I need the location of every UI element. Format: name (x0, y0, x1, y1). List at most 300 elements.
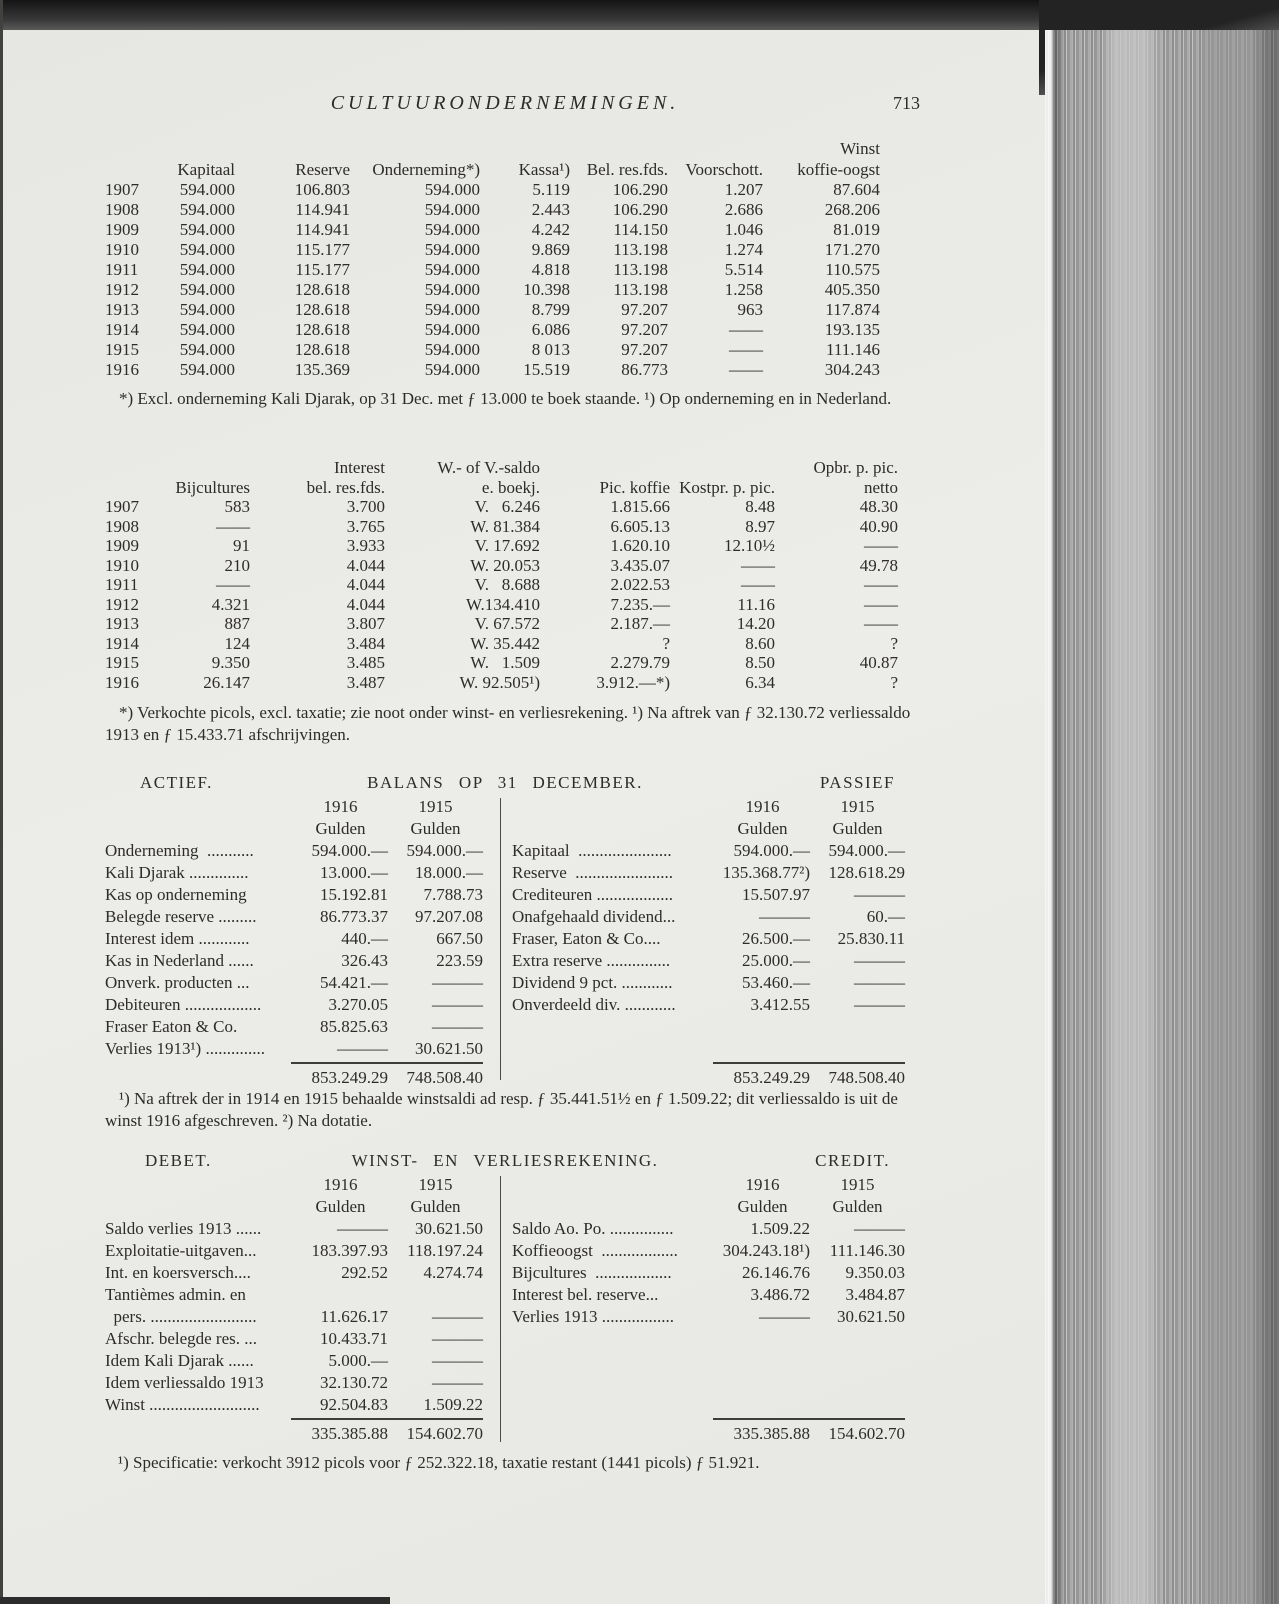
table-cell: netto (864, 477, 898, 497)
table-cell: 30.621.50 (837, 1307, 905, 1326)
table-row (512, 840, 905, 862)
table-cell: 7.788.73 (423, 885, 483, 904)
table-cell: —— (741, 555, 775, 575)
table-row (105, 160, 880, 180)
actief-unit-row (105, 818, 483, 840)
table-cell: Idem Kali Djarak ...... (105, 1351, 254, 1370)
unit-label: Gulden (737, 1197, 788, 1216)
table-cell: 1909 (105, 536, 139, 555)
table-cell: 1916 (105, 672, 139, 692)
table-row (105, 240, 880, 260)
debet-total-1915: 154.602.70 (406, 1424, 483, 1443)
table-cell: 594.000 (424, 280, 480, 299)
table-cell: Bel. res.fds. (586, 160, 668, 179)
table-cell: 1911 (105, 575, 139, 594)
profit-loss-statement (105, 1150, 905, 1450)
table-cell: 594.000 (179, 200, 235, 219)
table-cell: 1910 (105, 240, 139, 259)
actief-rows (105, 840, 483, 1060)
table-cell: 887 (224, 614, 250, 633)
table-cell: —— (216, 575, 250, 594)
table-cell (155, 458, 250, 478)
table-cell: Fraser Eaton & Co. (105, 1017, 238, 1036)
table-cell: 13.000.— (320, 863, 388, 882)
table-cell: 81.019 (833, 220, 880, 239)
table-cell: 8 013 (531, 340, 570, 359)
table-cell: 11.626.17 (320, 1307, 388, 1326)
table-cell: 26.500.— (742, 929, 810, 948)
table-cell: 3.270.05 (328, 995, 388, 1014)
total-rule (713, 1062, 905, 1064)
table-cell: W. 35.442 (470, 633, 540, 653)
table-cell: 97.207 (621, 320, 668, 339)
table-cell: 30.621.50 (415, 1219, 483, 1238)
table-cell: 3.435.07 (610, 555, 670, 575)
table-cell: 4.818 (531, 260, 570, 279)
table-cell: ? (890, 633, 898, 653)
table-cell: 128.618 (294, 300, 350, 319)
actief-title: ACTIEF. (140, 773, 213, 792)
passief-title: PASSIEF (819, 773, 895, 792)
footnote-profit-loss: ¹) Specificatie: verkocht 3912 picols voor ƒ 252.322.18, taxatie restant (1441 picols) ƒ 51.921. (118, 1453, 760, 1472)
table-cell: 6.605.13 (610, 516, 670, 536)
table-cell: 171.270 (824, 240, 880, 259)
total-rule (291, 1062, 483, 1064)
table-cell: V. 67.572 (474, 614, 540, 633)
table-cell: 2.686 (724, 200, 763, 219)
passief-totals (512, 1062, 905, 1089)
table-cell: Kostpr. p. pic. (679, 477, 775, 497)
table-row (512, 950, 905, 972)
table-cell: Kassa¹) (518, 160, 570, 179)
table-row (105, 862, 483, 884)
passief-column (512, 796, 905, 1016)
table-cell (388, 1284, 483, 1306)
table-cell: 3.485 (346, 653, 385, 672)
table-row (105, 928, 483, 950)
profit-loss-title: WINST- EN VERLIESREKENING. (351, 1151, 659, 1170)
footnote-balance: ¹) Na aftrek der in 1914 en 1915 behaalde winstsaldi ad resp. ƒ 35.441.51½ en ƒ 1.509.22; dit verliessaldo is uit de winst 1916 afgeschreven. ²) Na dotatie. (105, 1089, 898, 1130)
table-cell: —— (864, 536, 898, 555)
table-cell: 1914 (105, 320, 139, 339)
table-cell: 1914 (105, 633, 139, 653)
credit-total-1916: 335.385.88 (733, 1424, 810, 1443)
table-cell (105, 160, 155, 180)
table-cell: 1907 (105, 180, 139, 199)
table-cell: 3.484.87 (845, 1285, 905, 1304)
table-row (105, 653, 898, 673)
table-cell: 111.146.30 (829, 1241, 905, 1260)
table-cell: Int. en koersversch.... (105, 1263, 251, 1282)
table-row (105, 180, 880, 200)
results-table-header (105, 458, 898, 497)
table-cell: ——— (854, 973, 905, 992)
table-cell: 115.177 (295, 260, 350, 279)
table-row (105, 280, 880, 300)
table-row (105, 1306, 483, 1328)
table-cell: 1912 (105, 594, 139, 614)
table-cell: 32.130.72 (320, 1373, 388, 1392)
table-cell: 1913 (105, 300, 139, 319)
table-cell: Exploitatie-uitgaven... (105, 1241, 257, 1260)
table-row (105, 220, 880, 240)
table-cell: 60.— (866, 907, 905, 926)
table-cell: 26.147 (203, 672, 250, 692)
table-cell: ——— (337, 1039, 388, 1058)
table-cell: 113.198 (613, 280, 668, 299)
table-cell: 40.90 (859, 516, 898, 536)
table-cell: ——— (432, 1329, 483, 1348)
table-cell: 594.000 (424, 260, 480, 279)
table-cell: 3.700 (346, 497, 385, 516)
table-cell: 440.— (341, 929, 388, 948)
table-cell: koffie-oogst (797, 160, 880, 179)
table-cell: 1916 (105, 360, 139, 379)
table-cell: 1909 (105, 220, 139, 239)
table-row (105, 1240, 483, 1262)
table-cell: 3.765 (346, 516, 385, 536)
table-cell: 1908 (105, 516, 139, 536)
unit-label: Gulden (832, 819, 883, 838)
table-cell: 594.000 (179, 340, 235, 359)
table-cell: 594.000.— (828, 841, 905, 860)
table-cell: 6.086 (531, 320, 570, 339)
table-cell: 4.044 (346, 575, 385, 594)
table-row (105, 1284, 483, 1306)
table-cell: Bijcultures .................. (512, 1263, 672, 1282)
credit-column (512, 1174, 905, 1328)
scan-bottom-edge (0, 1597, 390, 1604)
running-title: CULTUURONDERNEMINGEN. (330, 92, 680, 114)
table-cell: 594.000.— (733, 841, 810, 860)
table-cell: 15.519 (523, 360, 570, 379)
table-cell: 30.621.50 (415, 1039, 483, 1058)
table-cell: 292.52 (341, 1263, 388, 1282)
table-cell: 3.412.55 (750, 995, 810, 1014)
total-rule (713, 1418, 905, 1420)
table-cell: 9.350 (211, 653, 250, 672)
table-cell: 9.869 (531, 240, 570, 259)
table-cell: Onverk. producten ... (105, 973, 250, 992)
table-cell: 6.34 (745, 672, 775, 692)
table-cell: Afschr. belegde res. ... (105, 1329, 258, 1348)
table-row (105, 300, 880, 320)
passief-total-1915: 748.508.40 (828, 1068, 905, 1087)
table-cell: 15.192.81 (320, 885, 388, 904)
table-cell: 183.397.93 (311, 1241, 388, 1260)
table-cell: 594.000 (179, 260, 235, 279)
table-cell: 15.507.97 (742, 885, 810, 904)
table-cell: ——— (337, 1219, 388, 1238)
debet-unit-row (105, 1196, 483, 1218)
table-row (105, 994, 483, 1016)
table-cell: ——— (432, 995, 483, 1014)
table-cell: —— (216, 516, 250, 536)
table-cell: 49.78 (859, 555, 898, 575)
table-row (105, 595, 898, 615)
credit-years-row (512, 1174, 905, 1196)
table-cell: 97.207.08 (415, 907, 483, 926)
table-cell: 1.258 (724, 280, 763, 299)
profit-loss-divider (500, 1176, 501, 1442)
table-cell: 2.443 (531, 200, 570, 219)
year-1915-label: 1915 (840, 1175, 875, 1194)
credit-rows (512, 1218, 905, 1328)
table-cell: Saldo verlies 1913 ...... (105, 1219, 262, 1238)
table-cell: Onderneming*) (372, 160, 480, 179)
table-row (512, 1218, 905, 1240)
balance-sheet (105, 772, 905, 1112)
table-cell: 85.825.63 (320, 1017, 388, 1036)
table-cell: Verlies 1913¹) .............. (105, 1039, 265, 1058)
table-cell: 1913 (105, 614, 139, 633)
year-1916-label: 1916 (745, 1175, 780, 1194)
table-cell: 40.87 (859, 653, 898, 672)
table-row (512, 1284, 905, 1306)
table-cell: 9.350.03 (845, 1263, 905, 1282)
table-row (512, 972, 905, 994)
table-cell: 268.206 (824, 200, 880, 219)
table-cell: 113.198 (613, 240, 668, 259)
table-cell: 1.815.66 (610, 497, 670, 516)
table-cell: 114.150 (613, 220, 668, 239)
table-row (105, 950, 483, 972)
table-row (105, 840, 483, 862)
table-cell: Winst .......................... (105, 1395, 260, 1414)
table-cell: Fraser, Eaton & Co.... (512, 929, 661, 948)
year-1916-label: 1916 (745, 797, 780, 816)
table-cell: 2.187.— (610, 614, 670, 633)
table-cell: 1908 (105, 200, 139, 219)
table-cell: 594.000 (424, 200, 480, 219)
table-cell: 4.044 (346, 594, 385, 614)
table-cell: —— (729, 320, 763, 339)
table-cell: 117.874 (825, 300, 880, 319)
table-row (105, 1328, 483, 1350)
table-cell: 12.10½ (724, 536, 775, 555)
table-cell: 10.398 (523, 280, 570, 299)
table-row (105, 556, 898, 576)
table-cell: 92.504.83 (320, 1395, 388, 1414)
table-cell: 594.000 (424, 300, 480, 319)
table-cell: 128.618 (294, 280, 350, 299)
table-cell: Kapitaal ...................... (512, 841, 672, 860)
table-cell: W. 92.505¹) (459, 672, 540, 692)
table-cell: 1915 (105, 653, 139, 672)
table-cell: 91 (233, 536, 250, 555)
year-1915-label: 1915 (840, 797, 875, 816)
table-cell: 4.242 (531, 220, 570, 239)
table-cell: 86.773 (621, 360, 668, 379)
table-row (105, 614, 898, 634)
table-cell: 594.000 (179, 220, 235, 239)
table-cell: 25.830.11 (837, 929, 905, 948)
table-row (105, 1350, 483, 1372)
table-cell: 86.773.37 (320, 907, 388, 926)
table-cell (105, 478, 155, 498)
capital-reserve-table (105, 138, 880, 380)
table-cell: 1912 (105, 280, 139, 299)
table-cell: 594.000 (179, 320, 235, 339)
table-cell: 4.274.74 (423, 1263, 483, 1282)
table-cell (670, 458, 775, 478)
table-cell: W. 81.384 (470, 516, 540, 536)
table-row (105, 1016, 483, 1038)
table-cell: Kas op onderneming (105, 885, 247, 904)
table-cell: 223.59 (436, 951, 483, 970)
table-row (105, 575, 898, 595)
table-cell: 128.618 (294, 320, 350, 339)
table-cell: 111.146 (826, 340, 880, 359)
table-cell: ——— (854, 995, 905, 1014)
table-row (512, 906, 905, 928)
passief-rows (512, 840, 905, 1016)
table-cell: 594.000 (179, 360, 235, 379)
actief-total-1915: 748.508.40 (406, 1068, 483, 1087)
table-cell: —— (729, 340, 763, 359)
table-cell: 25.000.— (742, 951, 810, 970)
table-cell: 26.146.76 (742, 1263, 810, 1282)
table-row (105, 497, 898, 517)
table-row (105, 1394, 483, 1416)
table-cell: 118.197.24 (407, 1241, 483, 1260)
table-cell: 18.000.— (415, 863, 483, 882)
table-row (512, 884, 905, 906)
scan-left-edge (0, 0, 3, 1604)
table-cell: bel. res.fds. (306, 477, 385, 497)
table-cell: 110.575 (825, 260, 880, 279)
table-cell: 87.604 (833, 180, 880, 199)
table-row (105, 884, 483, 906)
year-1916-label: 1916 (323, 797, 358, 816)
results-table-body (105, 497, 898, 692)
table-cell: 3.487 (346, 672, 385, 692)
footnote-table1: *) Excl. onderneming Kali Djarak, op 31 Dec. met ƒ 13.000 te boek staande. ¹) Op onderneming en in Nederland. (119, 389, 892, 408)
table-cell: 8.799 (531, 300, 570, 319)
table-row (105, 1038, 483, 1060)
table-cell: 1907 (105, 497, 139, 516)
credit-unit-row (512, 1196, 905, 1218)
table-cell: Debiteuren .................. (105, 995, 262, 1014)
table-cell: 594.000.— (406, 841, 483, 860)
table-cell: 48.30 (859, 497, 898, 516)
table-cell: 3.912.—*) (596, 672, 670, 692)
table-cell: e. boekj. (481, 477, 540, 497)
table-cell: Saldo Ao. Po. ............... (512, 1219, 674, 1238)
table-cell: ——— (432, 1017, 483, 1036)
table-cell: 115.177 (295, 240, 350, 259)
table-row (105, 906, 483, 928)
table-row (105, 320, 880, 340)
table-cell: Interest idem ............ (105, 929, 250, 948)
table-cell: 4.044 (346, 555, 385, 575)
footnote-table2: *) Verkochte picols, excl. taxatie; zie noot onder winst- en verliesrekening. ¹) Na aftrek van ƒ 32.130.72 verliessaldo 1913 en ƒ 15.433.71 afschrijvingen. (105, 703, 911, 744)
table-row (105, 458, 898, 478)
table-cell: 1.620.10 (610, 536, 670, 555)
unit-label: Gulden (410, 1197, 461, 1216)
table-cell: 594.000 (424, 240, 480, 259)
table-cell: Kali Djarak .............. (105, 863, 249, 882)
passief-unit-row (512, 818, 905, 840)
table-cell: 3.484 (346, 633, 385, 653)
table-cell: V. 17.692 (474, 536, 540, 555)
table-cell: 53.460.— (742, 973, 810, 992)
table-cell: 594.000 (424, 360, 480, 379)
table-cell: Voorschott. (685, 160, 763, 179)
table-cell: ? (890, 672, 898, 692)
table-cell: 97.207 (621, 300, 668, 319)
table-cell: 2.279.79 (610, 653, 670, 672)
unit-label: Gulden (315, 819, 366, 838)
table-cell: 2.022.53 (610, 575, 670, 594)
table-cell: 1910 (105, 555, 139, 575)
table-cell: W.134.410 (466, 594, 540, 614)
table-cell: 114.941 (295, 200, 350, 219)
table-row (512, 928, 905, 950)
table-cell: 594.000.— (311, 841, 388, 860)
table-cell: 8.50 (745, 653, 775, 672)
table-cell: 4.321 (211, 594, 250, 614)
table-cell: ——— (432, 1351, 483, 1370)
table-cell: 193.135 (824, 320, 880, 339)
capital-table-body (105, 180, 880, 380)
table-cell: ——— (759, 1307, 810, 1326)
table-cell: 128.618.29 (828, 863, 905, 882)
table-cell: 594.000 (424, 320, 480, 339)
table-cell: 3.933 (346, 536, 385, 555)
table-cell: 3.807 (346, 614, 385, 633)
table-cell (540, 458, 670, 478)
table-cell: 1.046 (724, 220, 763, 239)
table-cell: 106.803 (294, 180, 350, 199)
table-cell: 14.20 (736, 614, 775, 633)
table-cell: ——— (854, 885, 905, 904)
table-row (105, 536, 898, 556)
table-row (105, 517, 898, 537)
table-cell: ——— (759, 907, 810, 926)
table-cell: Verlies 1913 ................. (512, 1307, 674, 1326)
table-cell: ——— (432, 1373, 483, 1392)
table-cell: Kapitaal (177, 160, 235, 179)
actief-total-1916: 853.249.29 (311, 1068, 388, 1087)
table-cell: Tantièmes admin. en (105, 1285, 246, 1304)
table-row (105, 478, 898, 498)
table-cell: 1.509.22 (423, 1395, 483, 1414)
table-cell: 97.207 (621, 340, 668, 359)
debet-title: DEBET. (145, 1151, 212, 1170)
table-cell: Interest bel. reserve... (512, 1285, 659, 1304)
unit-label: Gulden (315, 1197, 366, 1216)
table-cell: 135.369 (294, 360, 350, 379)
year-1915-label: 1915 (418, 1175, 453, 1194)
total-rule (291, 1418, 483, 1420)
table-row (512, 994, 905, 1016)
table-cell: 304.243.18¹) (722, 1241, 810, 1260)
table-cell: W. 20.053 (470, 555, 540, 575)
year-1916-label: 1916 (323, 1175, 358, 1194)
table-cell: 594.000 (424, 340, 480, 359)
table-cell: —— (741, 575, 775, 594)
passief-years-row (512, 796, 905, 818)
table-cell: 5.000.— (328, 1351, 388, 1370)
table-cell: 594.000 (424, 220, 480, 239)
table-cell: 8.60 (745, 633, 775, 653)
unit-label: Gulden (737, 819, 788, 838)
table-cell: 113.198 (613, 260, 668, 279)
table-row (105, 360, 880, 380)
table-row (105, 673, 898, 693)
table-cell: W. 1.509 (470, 653, 540, 672)
